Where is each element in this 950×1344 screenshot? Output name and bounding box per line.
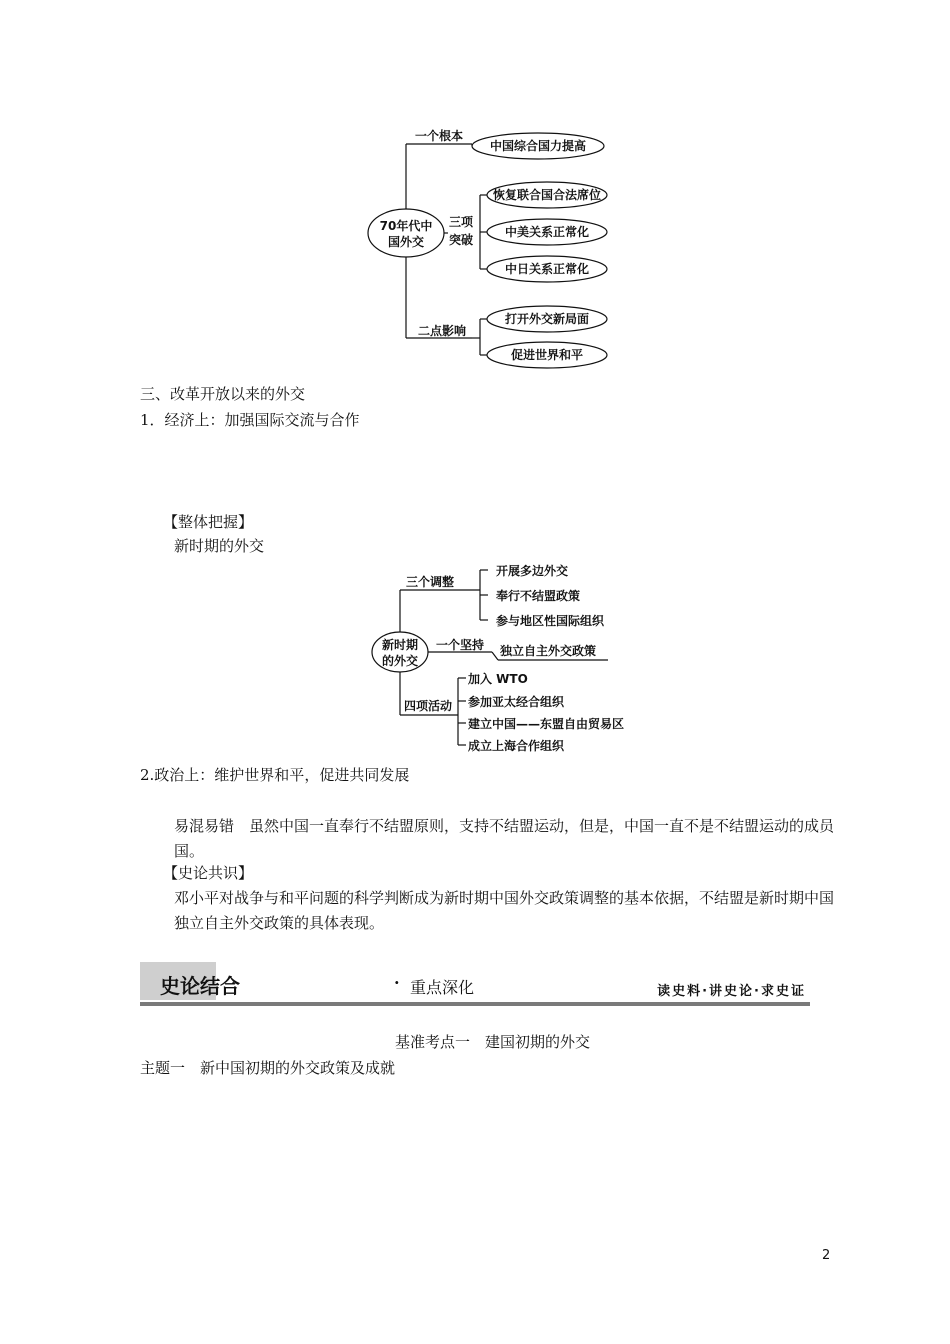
diagram1-center-line1: 70年代中: [379, 219, 433, 233]
diagram2-activity-3: 建立中国——东盟自由贸易区: [468, 717, 625, 731]
exam-point-heading: 基准考点一 建国初期的外交: [395, 1033, 591, 1051]
banner-dot: ·: [394, 973, 400, 992]
diagram2-center-line1: 新时期: [381, 638, 419, 652]
diagram1-break-label-1: 三项: [448, 215, 474, 229]
diagram2-adjust-item-2: 奉行不结盟政策: [496, 589, 581, 603]
diagram1-impact-label: 二点影响: [417, 324, 467, 338]
confusion-paragraph: 易混易错 虽然中国一直奉行不结盟原则，支持不结盟运动，但是，中国一直不是不结盟运动的成员国。: [174, 817, 835, 860]
diagram-new-era-diplomacy: [362, 558, 652, 758]
banner-right-text: 读史料·讲史论·求史证: [657, 984, 806, 999]
overview-label: 【整体把握】: [163, 513, 254, 531]
page-number: 2: [822, 1248, 831, 1263]
diagram2-adjust-item-1: 开展多边外交: [496, 564, 569, 578]
diagram2-activity-2: 参加亚太经合组织: [468, 695, 565, 709]
diagram1-break-item-2: 中美关系正常化: [504, 225, 590, 239]
diagram1-center-node: [368, 209, 444, 257]
banner-rule: [140, 1002, 810, 1006]
diagram2-activity-1: 加入 WTO: [468, 672, 528, 686]
diagram2-activities-label: 四项活动: [403, 699, 453, 713]
diagram-70s-diplomacy: [360, 122, 650, 374]
diagram1-root-item: 中国综合国力提高: [489, 139, 587, 153]
diagram2-persist-label: 一个坚持: [435, 638, 485, 652]
consensus-paragraph: 邓小平对战争与和平问题的科学判断成为新时期中国外交政策调整的基本依据，不结盟是新时期中国独立自主外交政策的具体表现。: [174, 889, 835, 932]
diagram1-impact-item-1: 打开外交新局面: [504, 312, 590, 326]
diagram1-center-line2: 国外交: [387, 235, 425, 249]
item2-politics: 2.政治上：维护世界和平，促进共同发展: [140, 766, 410, 784]
item1-economy: 1．经济上：加强国际交流与合作: [140, 411, 360, 429]
banner-subtitle: 重点深化: [410, 978, 475, 997]
diagram1-break-item-3: 中日关系正常化: [504, 262, 590, 276]
theme1-heading: 主题一 新中国初期的外交政策及成就: [140, 1059, 396, 1077]
diagram2-adjust-item-3: 参与地区性国际组织: [496, 614, 605, 628]
consensus-label: 【史论共识】: [163, 864, 254, 882]
diagram1-root-label: 一个根本: [414, 129, 464, 143]
section-banner: [140, 962, 810, 1008]
diagram2-center-line2: 的外交: [381, 654, 419, 668]
diagram2-activity-4: 成立上海合作组织: [468, 739, 565, 753]
diagram1-impact-item-2: 促进世界和平: [510, 348, 584, 362]
diagram1-break-item-1: 恢复联合国合法席位: [492, 188, 602, 202]
section3-heading: 三、改革开放以来的外交: [140, 385, 306, 403]
overview-title: 新时期的外交: [174, 537, 265, 555]
diagram1-break-label-2: 突破: [448, 233, 474, 247]
diagram2-adjust-label: 三个调整: [405, 575, 455, 589]
diagram2-persist-item: 独立自主外交政策: [500, 644, 597, 658]
banner-title: 史论结合: [160, 974, 240, 998]
